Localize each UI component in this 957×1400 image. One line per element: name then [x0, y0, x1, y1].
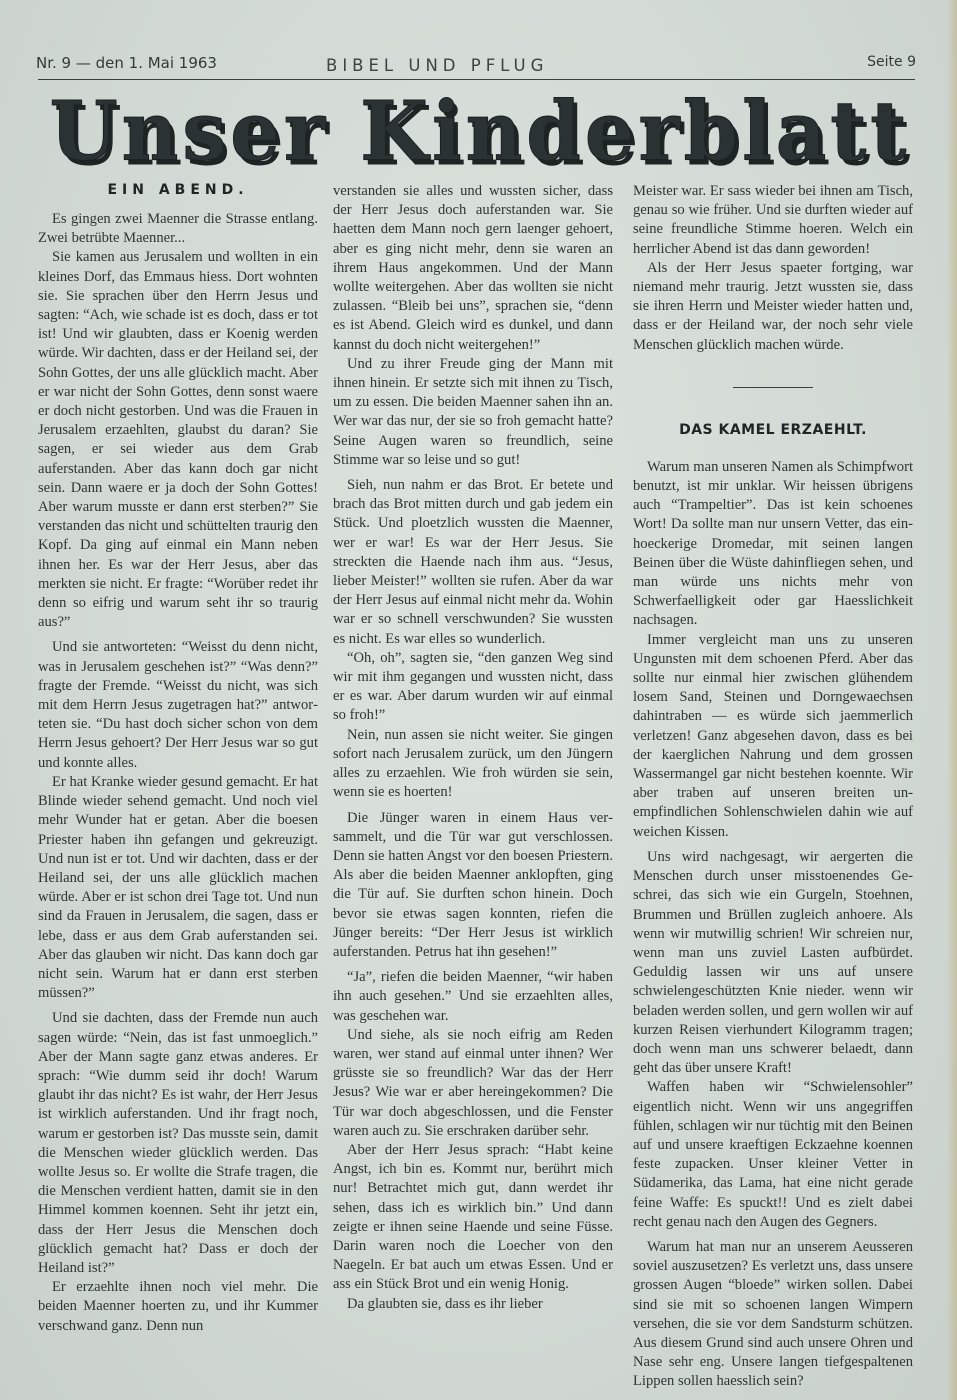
- story-heading-ein-abend: EIN ABEND.: [107, 182, 249, 198]
- newspaper-name: BIBEL UND PFLUG: [326, 56, 549, 75]
- paragraph: Aber der Herr Jesus sprach: “Habt keine Angst, ich bin es. Kommt nur, berührt mich nur! Betrachtet mich gut, dann werdet ihr sehen, dass ich es wirklich bin.” Und dann zeigte er ihnen seine Haende und seine Füsse. Darin waren noch die Loecher von den Naegeln. Er bat auch um etwas Essen. Und er ass ein Stück Brot und ein wenig Honig.: [333, 1141, 613, 1293]
- paragraph: Sie kamen aus Jerusalem und wollten in ein kleines Dorf, das Emmaus hiess. Dort wohnten sie. Sie sprachen über den Herrn Jesus und sagten: “Ach, wie schade ist es doch, dass er tot ist! Und wir glaubten, dass er Koenig werden würde. Wir dachten, dass er der Heiland sei, der Sohn Gottes, der uns alle glücklich macht. Aber er war nicht der Sohn Gottes, denn sonst waere er doch nicht gestorben. Und was die Frauen in Jerusalem erzaehlten, glaubst du daran? Sie sagen, er sei wieder aus dem Grab auferstanden. Aber das kann doch gar nicht sein. Dann waere er ja doch der Sohn Gottes! Aber warum musste er dann erst sterben?” Sie verstanden das nicht und schüttelten traurig den Kopf. Da ging auf einmal ein Mann neben ihnen her. Es war der Herr Jesus, aber das merkten sie nicht. Er fragte: “Worüber redet ihr denn so eifrig und warum seht ihr so traurig aus?”: [38, 249, 318, 631]
- paragraph: “Oh, oh”, sagten sie, “den ganzen Weg sind wir mit ihm gegangen und wussten nicht, dass er es war. Aber darum wurden wir auf einmal so froh!”: [333, 649, 613, 724]
- paragraph: Waffen haben wir “Schwielensohler” eigentlich nicht. Wenn wir uns angegriffen fühlen, schlagen wir nur tüchtig mit den Beinen auf und unsere kraeftigen Eckzaehne koennen feste zupacken. Unser kleiner Vetter in Südamerika, das Lama, hat eine nicht gerade feine Waffe: Es spuckt!! Und es zielt dabei recht genau nach den Augen des Gegners.: [633, 1079, 913, 1230]
- paragraph: Und zu ihrer Freude ging der Mann mit ihnen hinein. Er setzte sich mit ihnen zu Tisch, um zu essen. Die beiden Maenner sahen ihn an. Wer war das nur, der sie so froh gemacht hatte? Seine Augen waren so freundlich, seine Stimme war so leise und so gut!: [333, 355, 613, 468]
- paragraph: Uns wird nachgesagt, wir aergerten die Menschen durch unser misstoenendes Geschrei, das sich wie ein Gurgeln, Stoehnen, Brummen und Brüllen zugleich anhoere. Als wenn wir mutwillig schrien! Wir schreien nur, wenn man uns zuviel Lasten aufbürdet. Geduldig lassen wir uns auf unsere schwielengeschützten Knie nieder. wenn wir beladen werden sollen, und gern wollen wir auf kurzen Reisen vierhundert Kilogramm tragen; doch wenn man uns schwerer belaedt, dann geht das über unsere Kraft!: [633, 848, 913, 1077]
- paragraph-continued: verstanden sie alles und wussten sicher, dass der Herr Jesus doch auferstanden war. Sie haetten dem Mann noch gern laenger gehoert, aber es ging nicht mehr, denn sie waren an ihrem Haus angekommen. Und der Mann wollte weitergehen. Aber das wollten sie nicht zulassen. “Bleib bei uns”, sprachen sie, “denn es ist Abend. Gleich wird es dunkel, und dann kannst du doch nicht weitergehen!”: [333, 183, 613, 353]
- paragraph: Die Jünger waren in einem Haus versammelt, und die Tür war gut verschlossen. Denn sie hatten Angst vor den boesen Priestern. Als aber die beiden Maenner anklopften, ging die Tür auf. Sie durften schon hinein. Doch bevor sie etwas sagen konnten, riefen die Jünger bereits: “Der Herr Jesus ist wirklich auferstanden. Petrus hat ihn gesehen!”: [333, 809, 613, 960]
- paragraph: Und sie dachten, dass der Fremde nun auch sagen würde: “Nein, das ist fast unmoeglich.” Aber der Mann sagte ganz etwas anderes. Er sprach: “Wie dumm seid ihr doch! Warum glaubt ihr das nicht? Es ist wahr, der Herr Jesus ist wirklich auferstanden. Und ihr fragt noch, warum er gestorben ist? Das musste sein, damit die Menschen wieder glücklich werden. Das wollte Jesus so. Er wollte die Strafe tragen, die die Menschen verdient hatten, damit sie in den Himmel kommen koennen. Seht ihr jetzt ein, dass der Herr Jesus die Menschen doch glücklich gemacht hat? Dass er doch der Heiland ist?”: [38, 1010, 318, 1276]
- paragraph: Warum hat man nur an unserem Aeusseren soviel auszusetzen? Es verletzt uns, dass unsere grossen Augen “bloede” wirken sollen. Dabei sind sie mit so schoenen langen Wimpern versehen, die sie vor dem Sandsturm schützen. Aus diesem Grund sind auch unsere Ohren und Nase sehr eng. Unsere langen tiefgespaltenen Lippen sollen haesslich sein?: [633, 1238, 913, 1390]
- paragraph: Da glaubten sie, dass es ihr lieber: [347, 1295, 543, 1312]
- paragraph: Er erzaehlte ihnen noch viel mehr. Die beiden Maenner hoerten zu, und ihr Kummer verschwand ganz. Denn nun: [38, 1279, 318, 1334]
- paragraph: Warum man unseren Namen als Schimpfwort benutzt, ist mir unklar. Wir heissen übrigens auch “Trampeltier”. Das ist kein schoenes Wort! Da sollte man nur unsern Vetter, das einhoeckerige Dromedar, mit seinen langen Beinen über die Wüste dahinfliegen sehen, und man würde uns nichts mehr von Schwerfaelligkeit oder gar Haesslichkeit nachsagen.: [633, 458, 913, 629]
- masthead: [36, 54, 916, 82]
- column-1: [38, 180, 318, 1336]
- page-title: Unser Kinderblatt: [49, 83, 911, 180]
- page-number: Seite 9: [867, 54, 916, 70]
- paragraph: Nein, nun assen sie nicht weiter. Sie gingen sofort nach Jerusalem zurück, um den Jüngern alles zu erzaehlen. Wie froh würden sie sein, wenn sie es hoerten!: [333, 726, 613, 801]
- column-2: [333, 182, 613, 1314]
- issue-date: Nr. 9 — den 1. Mai 1963: [36, 54, 217, 72]
- section-divider: [733, 387, 813, 388]
- paragraph: Es gingen zwei Maenner die Strasse entlang. Zwei betrübte Maenner...: [38, 211, 318, 247]
- paper-edge: [947, 0, 957, 1400]
- masthead-rule: [38, 79, 915, 80]
- paragraph-continued: Meister war. Er sass wieder bei ihnen am Tisch, genau so wie früher. Und sie durften wieder auf seine freundliche Stimme hoeren. Welch ein herrlicher Abend ist das dann geworden!: [633, 183, 913, 257]
- column-3: [633, 182, 913, 1392]
- story-heading-das-kamel: DAS KAMEL ERZAEHLT.: [679, 421, 867, 438]
- paragraph: Und siehe, als sie noch eifrig am Reden waren, wer stand auf einmal unter ihnen? Wer grüsste sie so freundlich? War das der Herr Jesus? Wie war er aber hereingekommen? Die Tür war doch abgeschlossen, und die Fenster waren auch zu. Sie erschraken darüber sehr.: [333, 1026, 613, 1139]
- paragraph: Sieh, nun nahm er das Brot. Er betete und brach das Brot mitten durch und gab jedem ein Stück. Und ploetzlich wussten die Maenner, wer er war! Es war der Herr Jesus. Sie streckten die Haende nach ihm aus. “Jesus, lieber Meister!” wollten sie rufen. Aber da war der Herr Jesus auf einmal nicht mehr da. Wohin war er so schnell verschwunden? Sie wussten es nicht. Es war elles so wunderlich.: [333, 477, 613, 647]
- paragraph: Immer vergleicht man uns zu unseren Ungunsten mit dem schoenen Pferd. Aber das sollte nur einmal hier zwischen glühendem losem Sand, Steinen und Dorngewaechsen dahintraben — es würde sich jaemmerlich verletzen! Ganz abgesehen davon, dass es bei der kaerglichen Nahrung und dem grossen Wassermangel gar nicht bestehen koennte. Wir aber traben auf unseren breiten unempfindlichen Sohlenschwielen dahin wie auf weichen Kissen.: [633, 631, 913, 840]
- paragraph: Er hat Kranke wieder gesund gemacht. Er hat Blinde wieder sehend gemacht. Und noch viel mehr Wunder hat er getan. Aber die boesen Priester haben ihn gefangen und gekreuzigt. Und nun ist er tot. Und wir dachten, dass er der Heiland sei, der uns alle glücklich machen würde. Aber er ist schon drei Tage tot. Und nun sind da Frauen in Jerusalem, die sagen, dass er lebe, dass er aus dem Grab auferstanden sei. Aber das glauben wir nicht. Das kann doch gar nicht sein. Warum hat er dann erst sterben müssen?”: [38, 773, 318, 1002]
- paragraph: Und sie antworteten: “Weisst du denn nicht, was in Jerusalem geschehen ist?” “Was denn?” fragte der Fremde. “Weisst du nicht, was sich mit dem Herrn Jesus zugetragen hat?” antworteten sie. “Du hast doch sicher schon von dem Herrn Jesus gehoert? Der Herr Jesus war so gut und konnte alles.: [38, 639, 318, 771]
- paragraph: “Ja”, riefen die beiden Maenner, “wir haben ihn auch gesehen.” Und sie erzaehlten alles, was geschehen war.: [333, 969, 613, 1024]
- paragraph: Als der Herr Jesus spaeter fortging, war niemand mehr traurig. Jetzt wussten sie, dass sie ihren Herrn und Meister wieder hatten und, dass er der Heiland war, der noch sehr viele Menschen glücklich machen würde.: [633, 259, 913, 353]
